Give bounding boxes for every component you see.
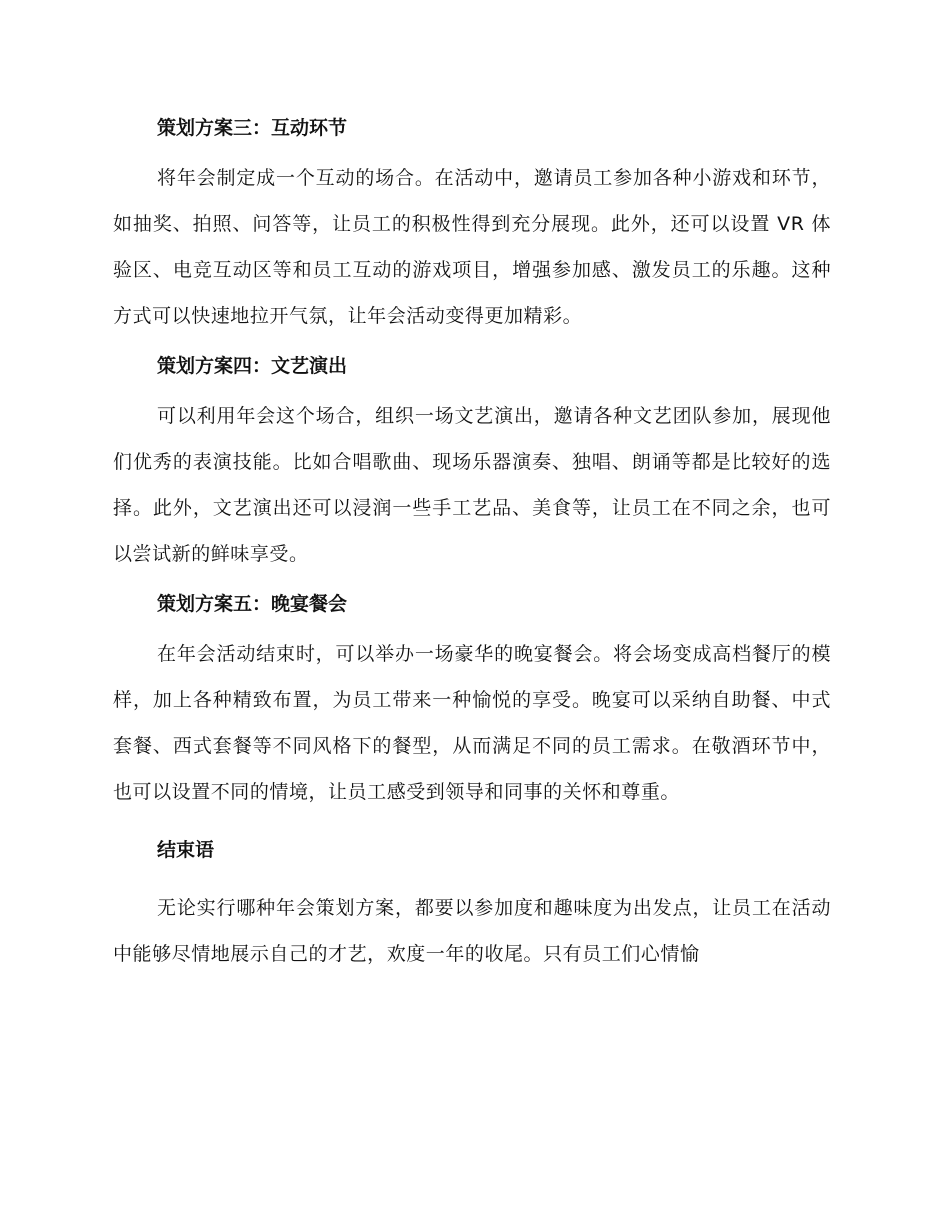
section-heading-conclusion: 结束语 [157, 839, 215, 861]
section-paragraph-banquet: 在年会活动结束时，可以举办一场豪华的晚宴餐会。将会场变成高档餐厅的模样，加上各种精致布置，为员工带来一种愉悦的享受。晚宴可以采纳自助餐、中式套餐、西式套餐等不同风格下的餐型，从而满足不同的员工需求。在敬酒环节中，也可以设置不同的情境，让员工感受到领导和同事的关怀和尊重。 [113, 643, 831, 803]
document-body [113, 105, 831, 977]
section-heading-banquet: 策划方案五：晚宴餐会 [157, 593, 348, 615]
section-heading-interaction: 策划方案三：互动环节 [157, 117, 348, 139]
section-paragraph-conclusion: 无论实行哪种年会策划方案，都要以参加度和趣味度为出发点，让员工在活动中能够尽情地展示自己的才艺，欢度一年的收尾。只有员工们心情愉 [113, 897, 831, 965]
section-paragraph-interaction: 将年会制定成一个互动的场合。在活动中，邀请员工参加各种小游戏和环节，如抽奖、拍照、问答等，让员工的积极性得到充分展现。此外，还可以设置 VR 体验区、电竞互动区等和员工互动的游戏项目，增强参加感、激发员工的乐趣。这种方式可以快速地拉开气氛，让年会活动变得更加精彩。 [113, 167, 831, 327]
section-heading-performance: 策划方案四：文艺演出 [157, 355, 348, 377]
section-paragraph-performance: 可以利用年会这个场合，组织一场文艺演出，邀请各种文艺团队参加，展现他们优秀的表演技能。比如合唱歌曲、现场乐器演奏、独唱、朗诵等都是比较好的选择。此外，文艺演出还可以浸润一些手工艺品、美食等，让员工在不同之余，也可以尝试新的鲜味享受。 [113, 405, 831, 565]
